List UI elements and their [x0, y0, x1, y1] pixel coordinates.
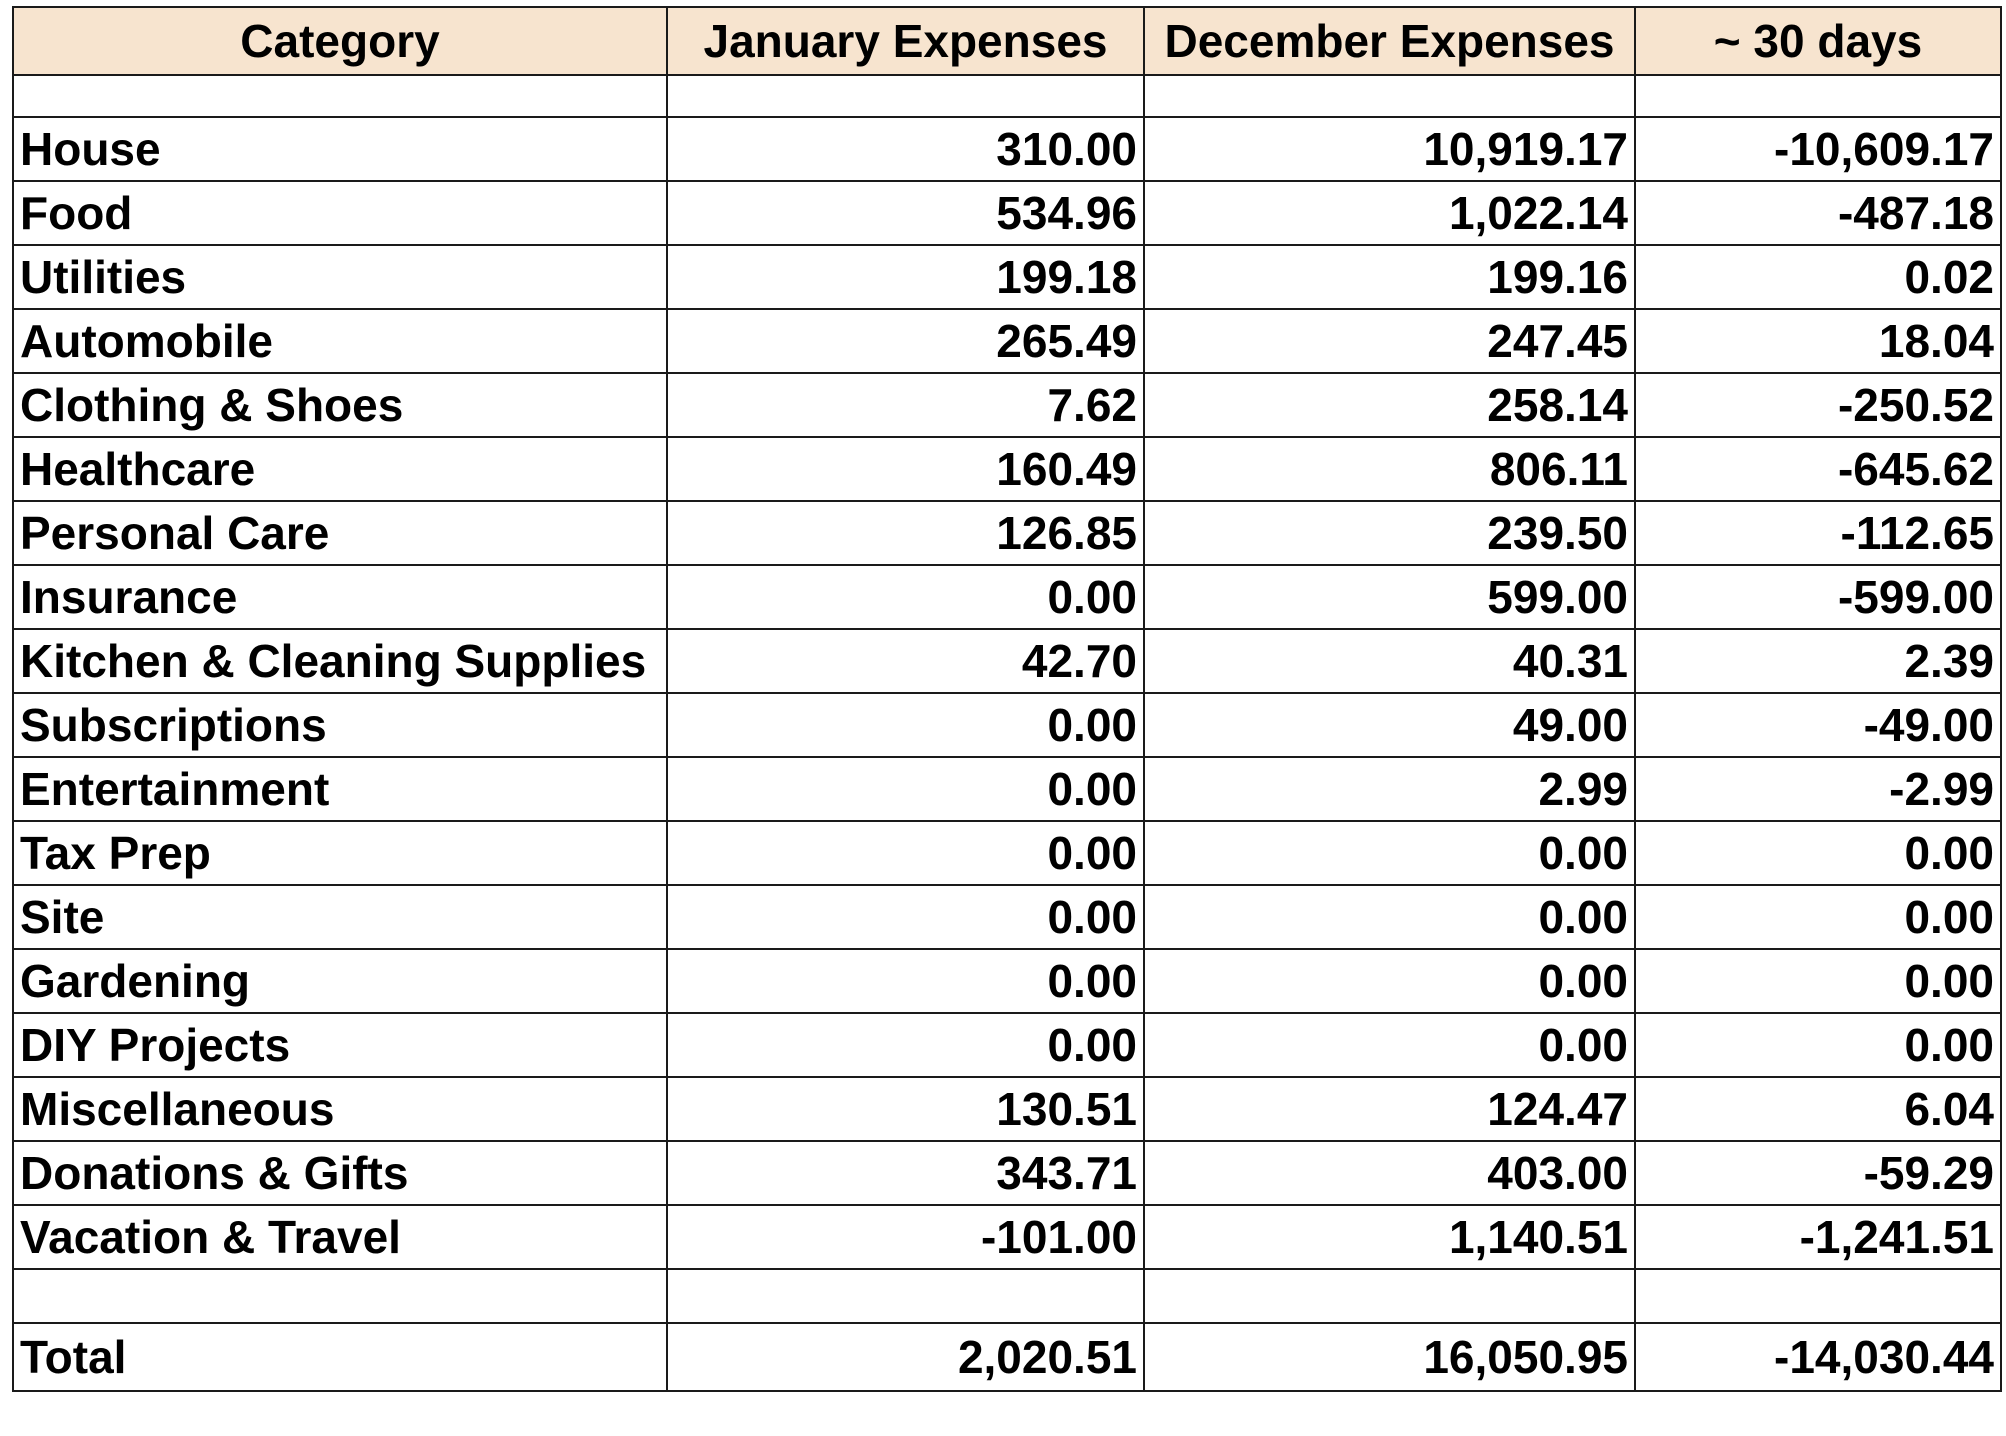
difference-cell[interactable]: 18.04: [1635, 309, 2001, 373]
header-december-expenses[interactable]: December Expenses: [1144, 7, 1635, 75]
january-cell[interactable]: 265.49: [667, 309, 1144, 373]
december-cell[interactable]: 0.00: [1144, 1013, 1635, 1077]
category-cell[interactable]: Site: [13, 885, 667, 949]
table-row: [13, 181, 2001, 245]
january-cell[interactable]: 130.51: [667, 1077, 1144, 1141]
january-cell[interactable]: 310.00: [667, 117, 1144, 181]
empty-cell[interactable]: [1144, 1269, 1635, 1323]
table-row: [13, 757, 2001, 821]
table-row: [13, 949, 2001, 1013]
table-row: [13, 1013, 2001, 1077]
january-cell[interactable]: 160.49: [667, 437, 1144, 501]
category-cell[interactable]: House: [13, 117, 667, 181]
category-cell[interactable]: Food: [13, 181, 667, 245]
total-label[interactable]: Total: [13, 1323, 667, 1391]
category-cell[interactable]: DIY Projects: [13, 1013, 667, 1077]
empty-cell[interactable]: [1635, 75, 2001, 117]
table-row: [13, 821, 2001, 885]
difference-cell[interactable]: 0.00: [1635, 1013, 2001, 1077]
total-january[interactable]: 2,020.51: [667, 1323, 1144, 1391]
category-cell[interactable]: Subscriptions: [13, 693, 667, 757]
difference-cell[interactable]: -645.62: [1635, 437, 2001, 501]
difference-cell[interactable]: -487.18: [1635, 181, 2001, 245]
december-cell[interactable]: 599.00: [1144, 565, 1635, 629]
difference-cell[interactable]: -59.29: [1635, 1141, 2001, 1205]
january-cell[interactable]: 0.00: [667, 949, 1144, 1013]
december-cell[interactable]: 10,919.17: [1144, 117, 1635, 181]
difference-cell[interactable]: -10,609.17: [1635, 117, 2001, 181]
december-cell[interactable]: 0.00: [1144, 885, 1635, 949]
table-row: [13, 437, 2001, 501]
difference-cell[interactable]: -112.65: [1635, 501, 2001, 565]
december-cell[interactable]: 0.00: [1144, 949, 1635, 1013]
december-cell[interactable]: 1,022.14: [1144, 181, 1635, 245]
category-cell[interactable]: Healthcare: [13, 437, 667, 501]
header-january-expenses[interactable]: January Expenses: [667, 7, 1144, 75]
difference-cell[interactable]: -599.00: [1635, 565, 2001, 629]
december-cell[interactable]: 40.31: [1144, 629, 1635, 693]
january-cell[interactable]: 199.18: [667, 245, 1144, 309]
difference-cell[interactable]: 6.04: [1635, 1077, 2001, 1141]
january-cell[interactable]: 534.96: [667, 181, 1144, 245]
category-cell[interactable]: Entertainment: [13, 757, 667, 821]
december-cell[interactable]: 806.11: [1144, 437, 1635, 501]
january-cell[interactable]: 0.00: [667, 565, 1144, 629]
blank-row: [13, 75, 2001, 117]
category-cell[interactable]: Vacation & Travel: [13, 1205, 667, 1269]
total-row: [13, 1323, 2001, 1391]
difference-cell[interactable]: 0.00: [1635, 885, 2001, 949]
december-cell[interactable]: 124.47: [1144, 1077, 1635, 1141]
january-cell[interactable]: 0.00: [667, 693, 1144, 757]
december-cell[interactable]: 2.99: [1144, 757, 1635, 821]
table-row: [13, 629, 2001, 693]
december-cell[interactable]: 199.16: [1144, 245, 1635, 309]
difference-cell[interactable]: 0.00: [1635, 821, 2001, 885]
category-cell[interactable]: Utilities: [13, 245, 667, 309]
january-cell[interactable]: 343.71: [667, 1141, 1144, 1205]
january-cell[interactable]: 0.00: [667, 1013, 1144, 1077]
difference-cell[interactable]: 0.02: [1635, 245, 2001, 309]
december-cell[interactable]: 0.00: [1144, 821, 1635, 885]
category-cell[interactable]: Personal Care: [13, 501, 667, 565]
header-category[interactable]: Category: [13, 7, 667, 75]
category-cell[interactable]: Clothing & Shoes: [13, 373, 667, 437]
difference-cell[interactable]: -250.52: [1635, 373, 2001, 437]
table-row: [13, 373, 2001, 437]
header-difference[interactable]: ~ 30 days: [1635, 7, 2001, 75]
december-cell[interactable]: 258.14: [1144, 373, 1635, 437]
table-row: [13, 117, 2001, 181]
table-row: [13, 309, 2001, 373]
table-row: [13, 1205, 2001, 1269]
december-cell[interactable]: 239.50: [1144, 501, 1635, 565]
category-cell[interactable]: Gardening: [13, 949, 667, 1013]
category-cell[interactable]: Donations & Gifts: [13, 1141, 667, 1205]
january-cell[interactable]: 0.00: [667, 821, 1144, 885]
difference-cell[interactable]: -2.99: [1635, 757, 2001, 821]
empty-cell[interactable]: [1144, 75, 1635, 117]
difference-cell[interactable]: -1,241.51: [1635, 1205, 2001, 1269]
difference-cell[interactable]: -49.00: [1635, 693, 2001, 757]
difference-cell[interactable]: 0.00: [1635, 949, 2001, 1013]
category-cell[interactable]: Automobile: [13, 309, 667, 373]
expense-comparison-table: [12, 6, 2002, 1392]
january-cell[interactable]: 42.70: [667, 629, 1144, 693]
table-row: [13, 693, 2001, 757]
table-row: [13, 501, 2001, 565]
empty-cell[interactable]: [13, 75, 667, 117]
total-december[interactable]: 16,050.95: [1144, 1323, 1635, 1391]
january-cell[interactable]: 7.62: [667, 373, 1144, 437]
category-cell[interactable]: Kitchen & Cleaning Supplies: [13, 629, 667, 693]
january-cell[interactable]: -101.00: [667, 1205, 1144, 1269]
category-cell[interactable]: Insurance: [13, 565, 667, 629]
january-cell[interactable]: 0.00: [667, 885, 1144, 949]
december-cell[interactable]: 403.00: [1144, 1141, 1635, 1205]
total-difference[interactable]: -14,030.44: [1635, 1323, 2001, 1391]
empty-cell[interactable]: [667, 1269, 1144, 1323]
category-cell[interactable]: Tax Prep: [13, 821, 667, 885]
empty-cell[interactable]: [1635, 1269, 2001, 1323]
table-row: [13, 245, 2001, 309]
january-cell[interactable]: 126.85: [667, 501, 1144, 565]
december-cell[interactable]: 49.00: [1144, 693, 1635, 757]
difference-cell[interactable]: 2.39: [1635, 629, 2001, 693]
table-body: [13, 75, 2001, 1391]
blank-row: [13, 1269, 2001, 1323]
december-cell[interactable]: 1,140.51: [1144, 1205, 1635, 1269]
table-row: [13, 885, 2001, 949]
table-row: [13, 1077, 2001, 1141]
january-cell[interactable]: 0.00: [667, 757, 1144, 821]
table-row: [13, 565, 2001, 629]
empty-cell[interactable]: [13, 1269, 667, 1323]
empty-cell[interactable]: [667, 75, 1144, 117]
december-cell[interactable]: 247.45: [1144, 309, 1635, 373]
category-cell[interactable]: Miscellaneous: [13, 1077, 667, 1141]
table-row: [13, 1141, 2001, 1205]
header-row: [13, 7, 2001, 75]
